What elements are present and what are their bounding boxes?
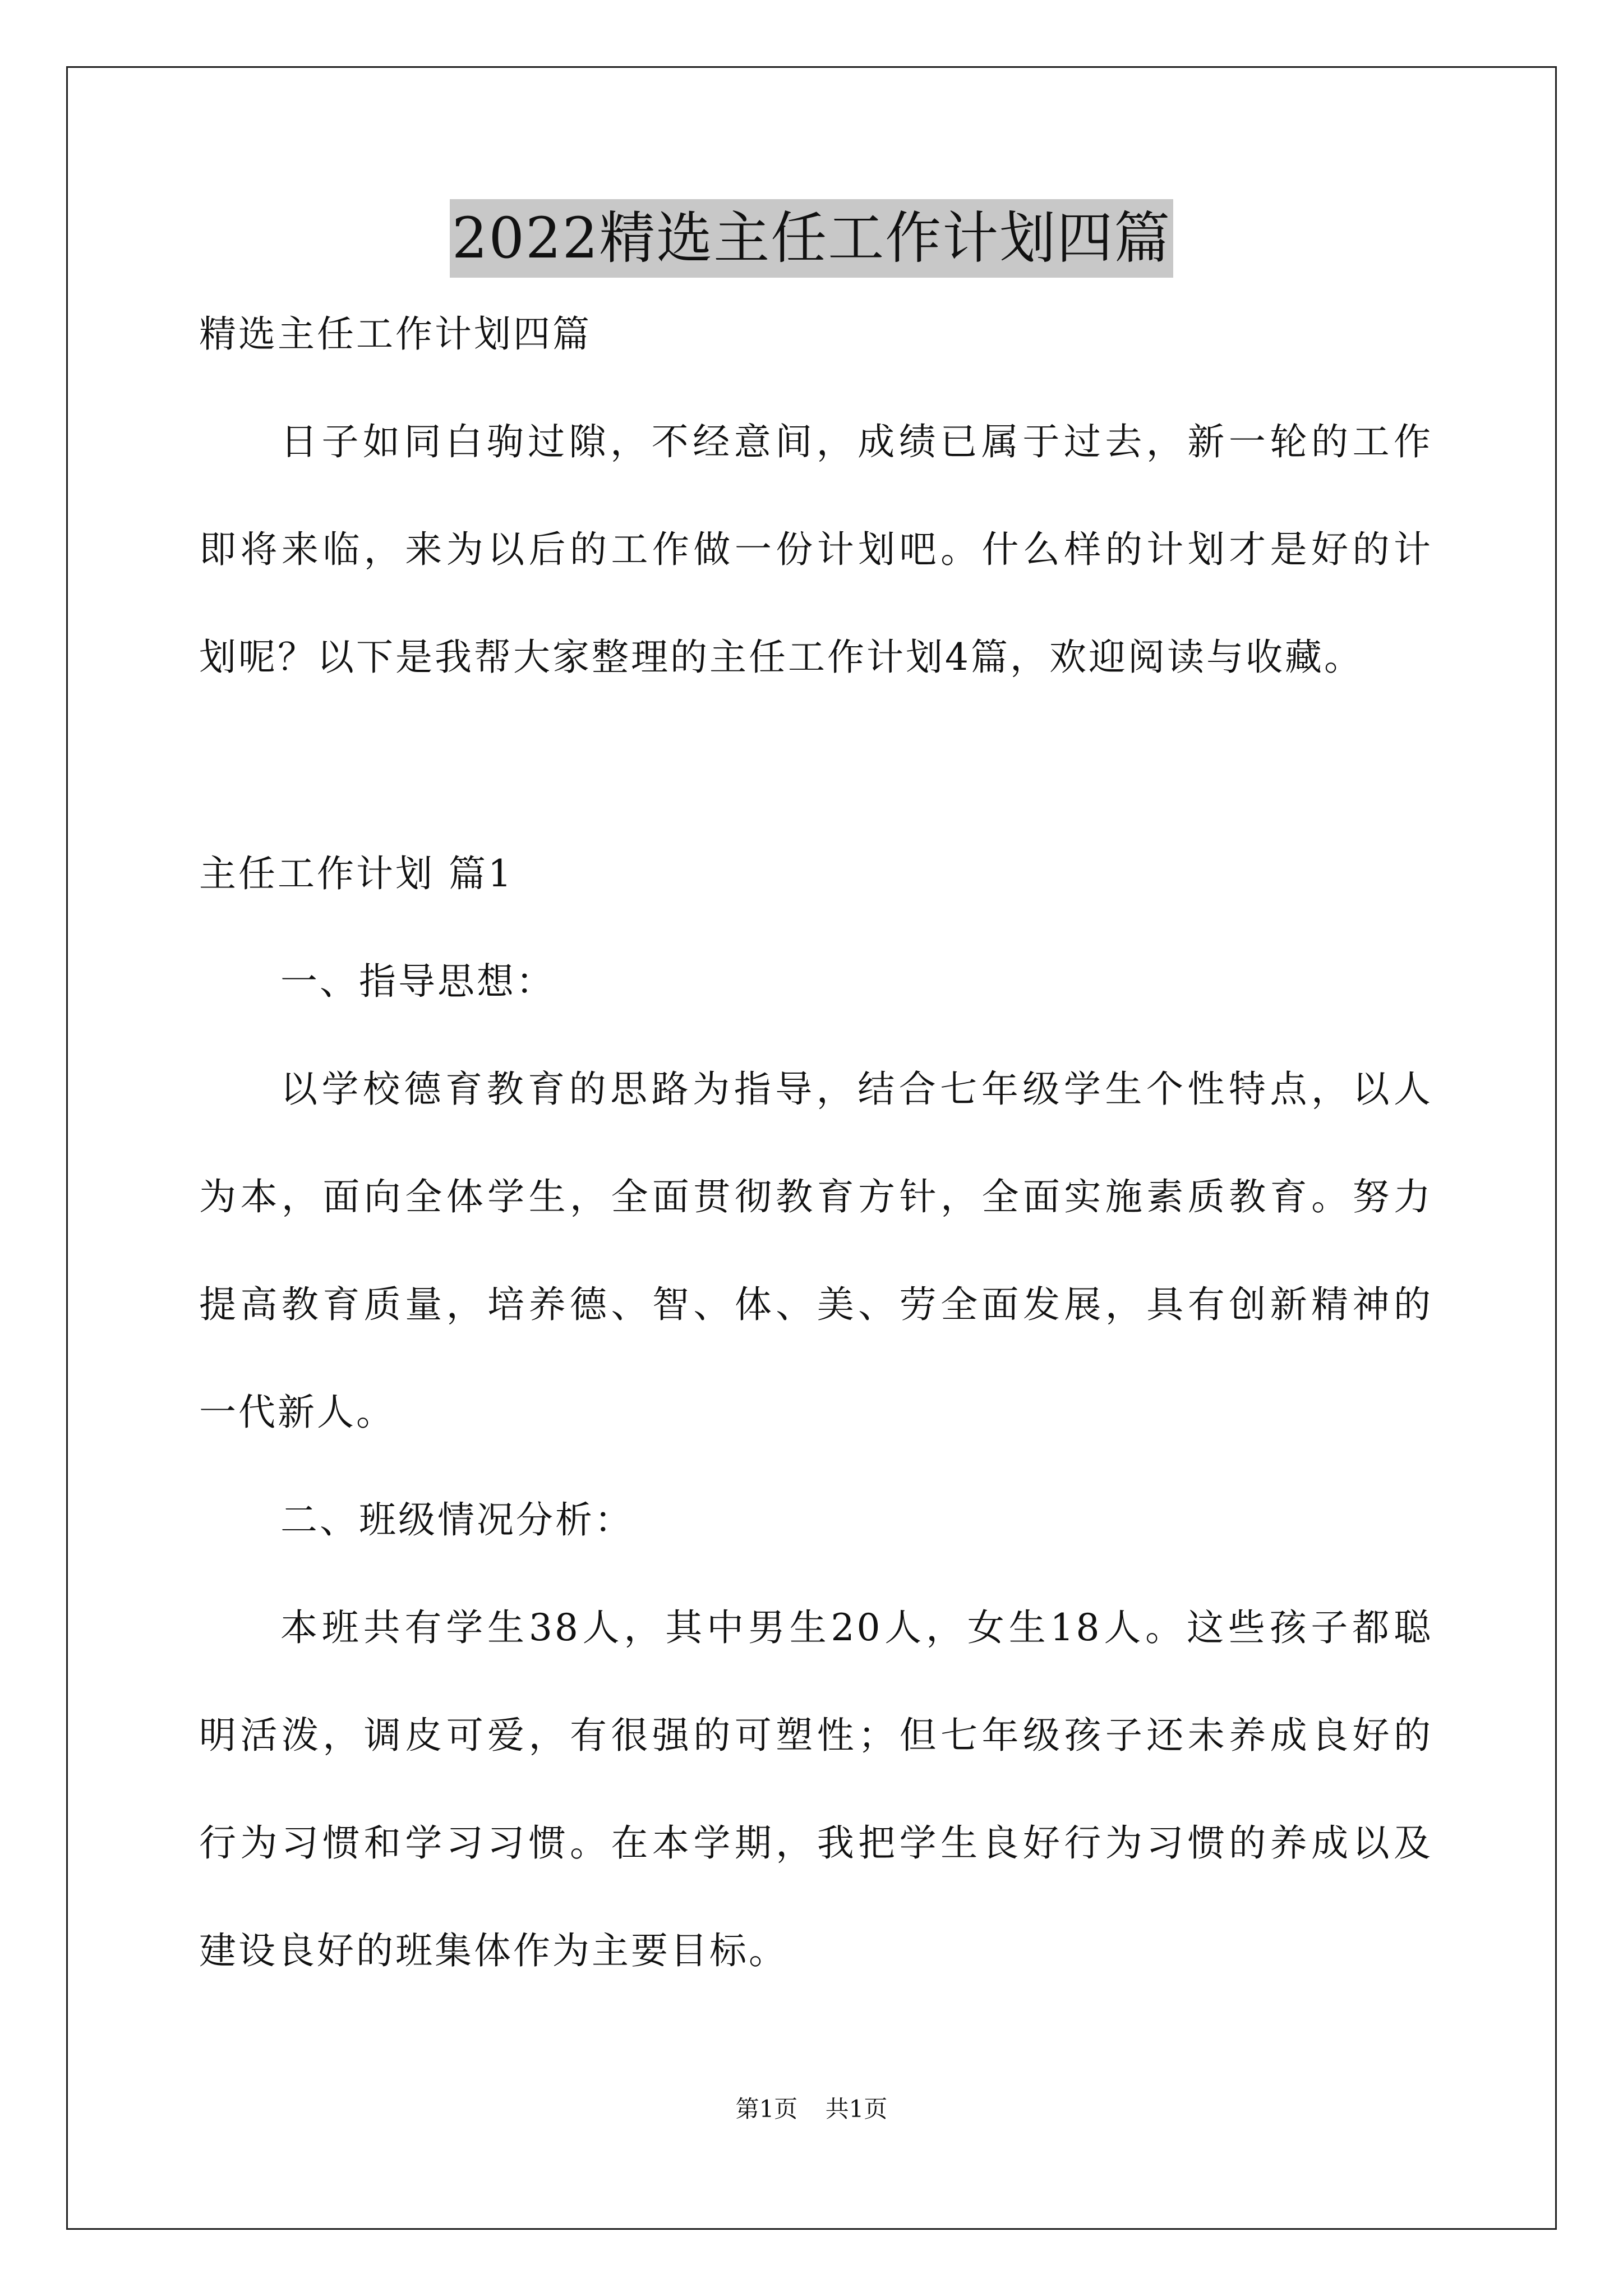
paragraph-line: 一代新人。 — [199, 1391, 395, 1434]
paragraph-line: 本班共有学生38人，其中男生20人，女生18人。这些孩子都聪 — [280, 1606, 1433, 1649]
paragraph-line: 提高教育质量，培养德、智、体、美、劳全面发展，具有创新精神的 — [199, 1283, 1433, 1326]
heading-guiding-ideology: 一、指导思想： — [280, 960, 555, 1003]
page-border — [66, 66, 1557, 2230]
paragraph-line: 为本，面向全体学生，全面贯彻教育方针，全面实施素质教育。努力 — [199, 1175, 1433, 1218]
document-title: 2022精选主任工作计划四篇 — [450, 199, 1174, 278]
document-subtitle: 精选主任工作计划四篇 — [199, 312, 592, 356]
paragraph-line: 建设良好的班集体作为主要目标。 — [199, 1929, 788, 1972]
page-number-current: 第1页 — [735, 2095, 798, 2123]
section-heading: 主任工作计划 篇1 — [199, 852, 514, 895]
intro-line: 日子如同白驹过隙，不经意间，成绩已属于过去，新一轮的工作 — [280, 420, 1433, 463]
intro-line: 划呢？以下是我帮大家整理的主任工作计划4篇，欢迎阅读与收藏。 — [199, 636, 1363, 679]
paragraph-line: 明活泼，调皮可爱，有很强的可塑性；但七年级孩子还未养成良好的 — [199, 1714, 1433, 1757]
intro-line: 即将来临，来为以后的工作做一份计划吧。什么样的计划才是好的计 — [199, 528, 1433, 571]
page-footer — [0, 2092, 1623, 2126]
paragraph-line: 以学校德育教育的思路为指导，结合七年级学生个性特点，以人 — [280, 1068, 1433, 1111]
title-container — [0, 199, 1623, 278]
page-number-total: 共1页 — [825, 2095, 888, 2123]
paragraph-line: 行为习惯和学习习惯。在本学期，我把学生良好行为习惯的养成以及 — [199, 1821, 1433, 1865]
heading-class-analysis: 二、班级情况分析： — [280, 1498, 634, 1542]
